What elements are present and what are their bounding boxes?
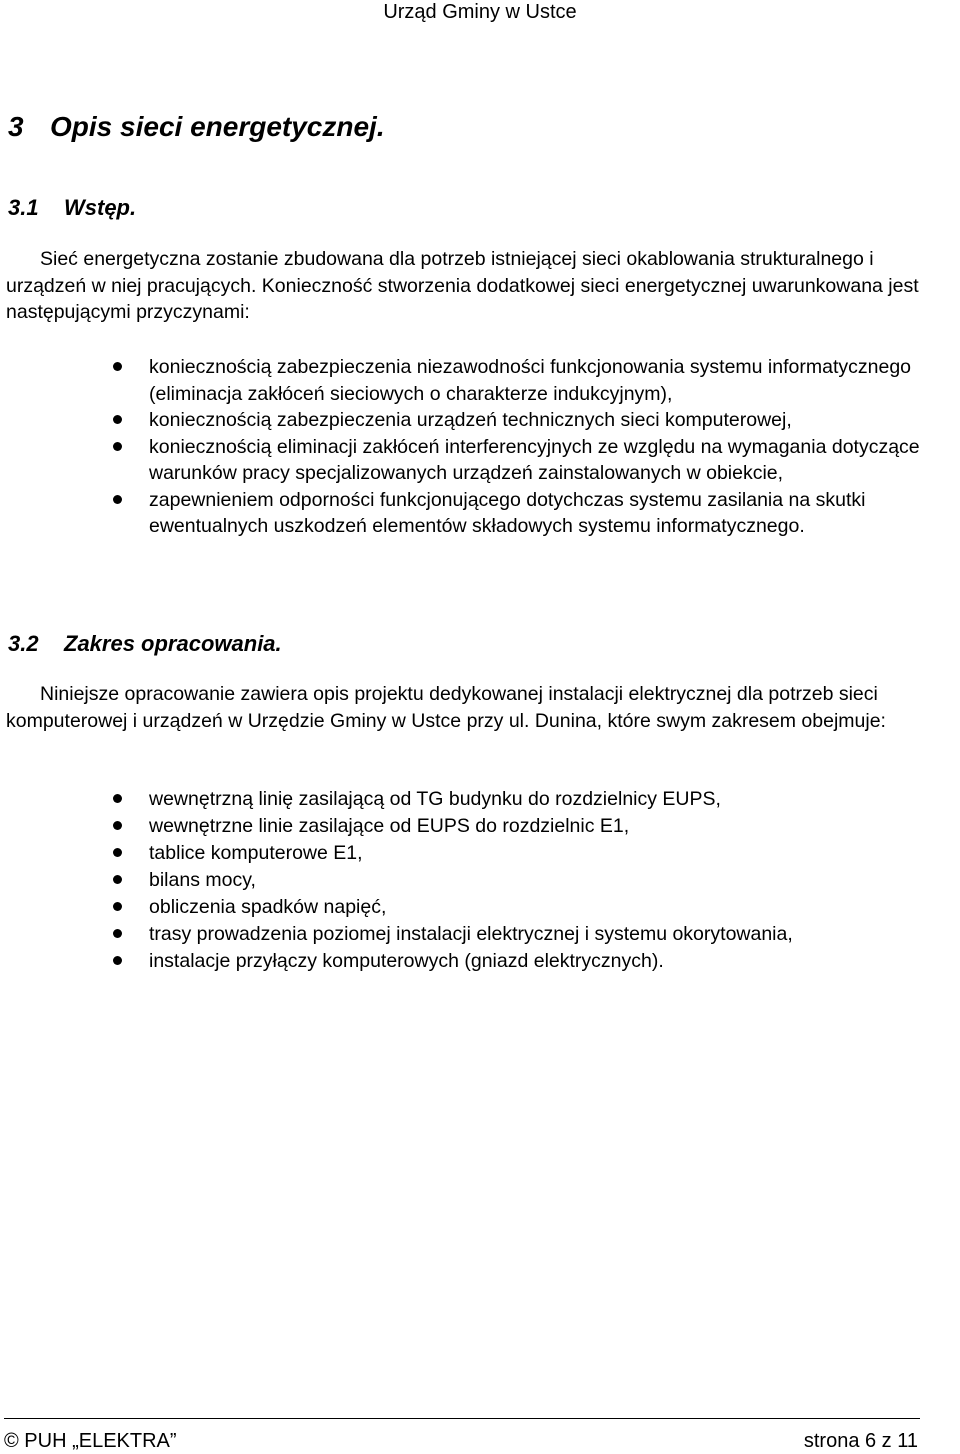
list-item (0, 786, 940, 813)
list-item (0, 407, 940, 434)
list-item-text: zapewnieniem odporności funkcjonującego dotychczas systemu zasilania na skutki ewentualnych uszkodzeń elementów składowych systemu informatycznego. (149, 488, 866, 537)
bullet-icon (113, 929, 122, 938)
page-header: Urząd Gminy w Ustce (383, 1, 577, 23)
bullet-icon (113, 794, 122, 803)
bullet-icon (113, 956, 122, 965)
list-item-text: instalacje przyłączy komputerowych (gniazd elektrycznych). (149, 950, 664, 972)
list-item (0, 867, 940, 894)
list-item (0, 921, 940, 948)
bullet-icon (113, 875, 122, 884)
section-3-1-bullet-list (0, 354, 940, 540)
bullet-icon (113, 415, 122, 424)
list-item (0, 840, 940, 867)
section-3-2-paragraph: Niniejsze opracowanie zawiera opis projektu dedykowanej instalacji elektrycznej dla potrzeb sieci komputerowej i urządzeń w Urzędzie Gminy w Ustce przy ul. Dunina, które swym zakresem obejmuje: (6, 683, 886, 732)
list-item-text: koniecznością zabezpieczenia niezawodności funkcjonowania systemu informatycznego (eliminacja zakłóceń sieciowych o charakterze indukcyjnym), (149, 356, 912, 405)
section-3-title: Opis sieci energetycznej. (50, 111, 385, 142)
footer-copyright: © PUH „ELEKTRA” (4, 1430, 177, 1452)
section-3-heading (8, 110, 385, 144)
footer-page-number: strona 6 z 11 (803, 1430, 918, 1452)
section-3-2-number: 3.2 (8, 631, 39, 656)
list-item-text: wewnętrzne linie zasilające od EUPS do rozdzielnic E1, (149, 815, 630, 837)
list-item-text: koniecznością zabezpieczenia urządzeń technicznych sieci komputerowej, (149, 409, 792, 431)
list-item-text: trasy prowadzenia poziomej instalacji elektrycznej i systemu okorytowania, (149, 923, 793, 945)
list-item (0, 487, 940, 540)
section-3-2-heading (8, 630, 282, 658)
list-item (0, 894, 940, 921)
list-item-text: koniecznością eliminacji zakłóceń interferencyjnych ze względu na wymagania dotyczące warunków pracy specjalizowanych urządzeń zainstalowanych w obiekcie, (149, 435, 920, 484)
bullet-icon (113, 821, 122, 830)
list-item-text: bilans mocy, (149, 869, 256, 891)
section-3-number: 3 (8, 111, 24, 142)
bullet-icon (113, 902, 122, 911)
bullet-icon (113, 442, 122, 451)
list-item-text: obliczenia spadków napięć, (149, 896, 387, 918)
section-3-2-bullet-list (0, 786, 940, 975)
footer-divider (4, 1418, 920, 1419)
section-3-2-title: Zakres opracowania. (64, 631, 282, 656)
list-item-text: wewnętrzną linię zasilającą od TG budynku do rozdzielnicy EUPS, (149, 788, 721, 810)
section-3-1-title: Wstęp. (64, 195, 137, 220)
section-3-1-number: 3.1 (8, 195, 39, 220)
list-item (0, 434, 940, 487)
list-item-text: tablice komputerowe E1, (149, 842, 363, 864)
section-3-1-heading (8, 194, 136, 222)
bullet-icon (113, 495, 122, 504)
list-item (0, 354, 940, 407)
bullet-icon (113, 362, 122, 371)
bullet-icon (113, 848, 122, 857)
list-item (0, 948, 940, 975)
section-3-1-paragraph: Sieć energetyczna zostanie zbudowana dla potrzeb istniejącej sieci okablowania strukturalnego i urządzeń w niej pracujących. Konieczność stworzenia dodatkowej sieci energetycznej uwarunkowana jest następującymi przyczynami: (6, 248, 919, 323)
list-item (0, 813, 940, 840)
